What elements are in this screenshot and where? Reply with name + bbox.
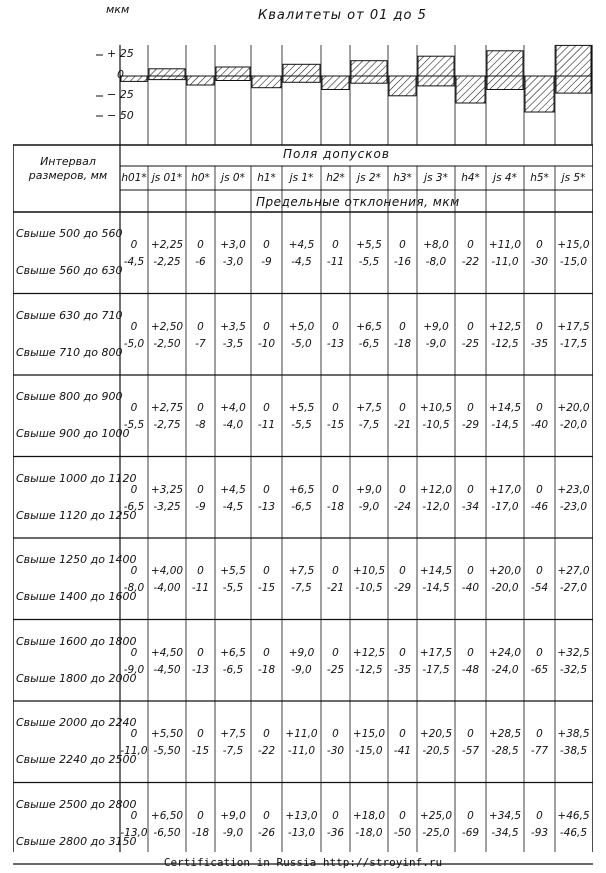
upper-deviation: 0 [197,809,204,822]
upper-deviation: +9,0 [356,483,382,496]
upper-deviation: 0 [263,565,270,577]
lower-deviation: -5,5 [123,419,145,431]
lower-deviation: -25 [461,337,480,350]
upper-deviation: 0 [399,483,406,496]
lower-deviation: -11,0 [287,745,316,757]
upper-deviation: 0 [130,320,138,333]
upper-deviation: 0 [399,646,406,659]
upper-deviation: +15,0 [557,239,590,251]
lower-deviation: -54 [530,582,549,594]
lower-deviation: -35 [393,663,412,676]
lower-deviation: -15,0 [355,745,383,757]
lower-deviation: -13,0 [120,826,148,839]
y-tick-label: − 50 [107,109,134,122]
field-header: h2* [326,172,345,184]
lower-deviation: -38,5 [559,745,588,757]
upper-deviation: +20,0 [488,565,522,577]
upper-deviation: +15,0 [352,728,386,740]
tolerance-field-bar [525,76,554,112]
upper-deviation: 0 [467,728,474,740]
field-header: js 1* [289,172,314,184]
upper-deviation: +11,0 [285,728,318,740]
upper-deviation: +9,0 [220,809,246,822]
upper-deviation: +4,50 [150,646,184,659]
field-header: js 3* [424,172,448,184]
y-tick-label: − 25 [107,88,134,101]
upper-deviation: 0 [332,728,339,740]
tolerance-field-bar [252,76,281,88]
lower-deviation: -4,00 [153,582,181,594]
tolerance-field-bar [418,56,454,86]
lower-deviation: -6,5 [123,500,145,513]
field-header: h5* [530,172,549,184]
lower-deviation: -4,5 [291,256,312,268]
lower-deviation: -20,5 [422,745,450,757]
lower-deviation: -27,0 [559,582,588,594]
lower-deviation: -12,5 [491,337,519,350]
upper-deviation: 0 [467,565,474,577]
upper-deviation: 0 [536,402,543,414]
upper-deviation: 0 [197,483,204,496]
upper-deviation: 0 [467,809,474,822]
tolerance-field-bar [187,76,214,85]
upper-deviation: 0 [130,646,138,659]
upper-deviation: 0 [130,565,138,577]
range-label: Свыше 2000 до 2240 [16,716,137,729]
lower-deviation: -5,0 [291,337,312,350]
unit-label: мкм [106,3,130,16]
upper-deviation: +14,5 [488,402,522,414]
lower-deviation: -12,5 [355,663,383,676]
range-label: Свыше 1000 до 1120 [16,471,137,485]
upper-deviation: +5,5 [356,239,382,251]
upper-deviation: 0 [399,809,406,822]
upper-deviation: 0 [130,402,138,414]
upper-deviation: +9,0 [288,646,315,659]
tolerance-field-bar [216,67,250,81]
upper-deviation: +32,5 [557,646,590,659]
interval-header: Интервал размеров, мм [28,155,108,182]
lower-deviation: -9,0 [222,826,244,839]
lower-deviation: -28,5 [491,745,519,757]
upper-deviation: +25,0 [419,809,453,822]
lower-deviation: -14,5 [422,582,450,594]
lower-deviation: -16 [393,256,412,268]
lower-deviation: -17,5 [422,663,450,676]
lower-deviation: -17,5 [559,337,588,350]
lower-deviation: -40 [461,582,480,594]
upper-deviation: 0 [197,320,204,333]
lower-deviation: -11 [191,582,210,594]
tolerance-field-bar [121,76,147,81]
lower-deviation: -15 [191,745,210,757]
y-tick-label: + 25 [107,47,134,60]
range-label: Свыше 710 до 800 [16,345,123,359]
lower-deviation: -9 [195,500,206,513]
upper-deviation: 0 [467,239,474,251]
lower-deviation: -21 [326,582,345,594]
upper-deviation: +6,50 [150,809,184,822]
upper-deviation: +38,5 [557,728,590,740]
lower-deviation: -15,0 [559,256,588,268]
lower-deviation: -21 [393,419,412,431]
upper-deviation: +12,5 [352,646,386,659]
lower-deviation: -13 [326,337,345,350]
page-frame [13,0,593,873]
upper-deviation: 0 [536,565,543,577]
lower-deviation: -25 [326,663,345,676]
upper-deviation: 0 [197,728,204,740]
lower-deviation: -34,5 [491,826,519,839]
lower-deviation: -5,5 [222,582,244,594]
fields-header: Поля допусков [283,147,390,161]
range-label: Свыше 1120 до 1250 [16,508,137,522]
upper-deviation: +17,5 [419,646,453,659]
tolerance-field-bar [389,76,416,96]
upper-deviation: 0 [197,646,204,659]
upper-deviation: +9,0 [423,320,449,333]
lower-deviation: -18 [326,500,345,513]
upper-deviation: 0 [263,239,270,251]
lower-deviation: -2,75 [153,419,181,431]
lower-deviation: -24 [393,500,412,513]
upper-deviation: 0 [263,809,270,822]
upper-deviation: +10,5 [419,402,453,414]
footer-text: Certification in Russia http://stroyinf.ru [163,856,443,869]
lower-deviation: -3,5 [222,337,244,350]
deviations-header: Предельные отклонения, мкм [256,195,460,209]
upper-deviation: 0 [332,809,339,822]
upper-deviation: 0 [399,239,406,251]
lower-deviation: -5,0 [123,337,145,350]
lower-deviation: -18,0 [355,826,383,839]
upper-deviation: 0 [399,320,406,333]
upper-deviation: +5,5 [220,565,246,577]
lower-deviation: -6,5 [222,663,244,676]
lower-deviation: -22 [461,256,480,268]
upper-deviation: 0 [467,402,474,414]
upper-deviation: +12,5 [488,320,522,333]
upper-deviation: +2,75 [150,402,184,414]
upper-deviation: +3,0 [220,239,246,251]
lower-deviation: -12,0 [422,500,450,513]
lower-deviation: -14,5 [491,419,519,431]
tolerance-field-bar [322,76,349,90]
lower-deviation: -15 [326,419,345,431]
upper-deviation: 0 [263,728,270,740]
lower-deviation: -8,0 [425,256,447,268]
upper-deviation: +6,5 [220,646,246,659]
field-header: js 0* [221,172,245,184]
lower-deviation: -13 [257,500,276,513]
lower-deviation: -35 [530,337,549,350]
upper-deviation: 0 [263,402,270,414]
upper-deviation: +4,00 [150,565,184,577]
upper-deviation: +12,0 [419,483,453,496]
upper-deviation: +20,0 [557,402,590,414]
field-header: h01* [121,172,147,184]
lower-deviation: -4,5 [123,256,145,268]
lower-deviation: -4,5 [222,500,244,513]
lower-deviation: -8,0 [123,582,145,594]
lower-deviation: -9,0 [358,500,380,513]
lower-deviation: -30 [530,256,549,268]
lower-deviation: -20,0 [491,582,519,594]
upper-deviation: 0 [399,565,406,577]
field-header: h0* [191,172,210,184]
lower-deviation: -93 [530,826,549,839]
upper-deviation: +7,5 [220,728,246,740]
lower-deviation: -2,50 [153,337,181,350]
upper-deviation: +7,5 [288,565,315,577]
tolerance-field-bar [487,51,523,90]
lower-deviation: -26 [257,826,276,839]
upper-deviation: 0 [536,809,543,822]
upper-deviation: 0 [536,646,543,659]
lower-deviation: -5,50 [153,745,181,757]
field-header: h3* [393,172,412,184]
upper-deviation: 0 [197,239,204,251]
range-label: Свыше 2240 до 2500 [16,753,137,766]
upper-deviation: +28,5 [488,728,522,740]
lower-deviation: -7 [195,337,206,350]
lower-deviation: -24,0 [491,663,519,676]
lower-deviation: -7,5 [222,745,244,757]
upper-deviation: 0 [130,239,138,251]
lower-deviation: -9,0 [425,337,447,350]
upper-deviation: +4,0 [220,402,246,414]
lower-deviation: -11 [257,419,276,431]
tolerance-field-bar [149,69,185,80]
lower-deviation: -11 [326,256,345,268]
upper-deviation: 0 [536,483,543,496]
upper-deviation: +6,5 [288,483,315,496]
diagram-title: Квалитеты от 01 до 5 [258,8,427,23]
field-header: h4* [461,172,480,184]
range-label: Свыше 2800 до 3150 [16,834,137,848]
upper-deviation: 0 [536,728,543,740]
upper-deviation: +7,5 [356,402,382,414]
tolerance-field-bar [556,45,591,93]
lower-deviation: -9,0 [123,663,145,676]
lower-deviation: -29 [461,419,480,431]
upper-deviation: +46,5 [557,809,590,822]
lower-deviation: -15 [257,582,276,594]
upper-deviation: +5,5 [288,402,315,414]
upper-deviation: 0 [130,728,138,740]
lower-deviation: -20,0 [559,419,588,431]
range-label: Свыше 900 до 1000 [16,427,130,440]
lower-deviation: -6,50 [153,826,181,839]
lower-deviation: -36 [326,826,345,839]
upper-deviation: 0 [467,646,474,659]
upper-deviation: +8,0 [423,239,449,251]
upper-deviation: +5,50 [150,728,184,740]
upper-deviation: 0 [332,646,339,659]
lower-deviation: -41 [393,745,412,757]
lower-deviation: -32,5 [559,663,588,676]
upper-deviation: +2,50 [150,320,184,333]
upper-deviation: +17,0 [488,483,522,496]
upper-deviation: +3,25 [150,483,184,496]
lower-deviation: -18 [393,337,412,350]
lower-deviation: -9 [261,256,272,268]
lower-deviation: -34 [461,500,480,513]
range-label: Свыше 1600 до 1800 [16,634,137,648]
lower-deviation: -69 [461,826,480,839]
lower-deviation: -4,0 [222,419,244,431]
upper-deviation: 0 [263,483,270,496]
lower-deviation: -40 [530,419,549,431]
lower-deviation: -8 [195,419,206,431]
lower-deviation: -77 [530,745,549,757]
upper-deviation: +24,0 [488,646,522,659]
upper-deviation: +27,0 [557,565,590,577]
lower-deviation: -30 [326,745,345,757]
lower-deviation: -17,0 [491,500,519,513]
upper-deviation: +4,5 [288,239,315,251]
field-header: h1* [257,172,276,184]
upper-deviation: +5,0 [288,320,315,333]
upper-deviation: 0 [263,320,270,333]
upper-deviation: 0 [467,483,474,496]
lower-deviation: -7,5 [291,582,312,594]
lower-deviation: -23,0 [559,500,588,513]
lower-deviation: -3,0 [222,256,244,268]
lower-deviation: -10,5 [355,582,383,594]
range-label: Свыше 1250 до 1400 [16,553,137,566]
lower-deviation: -22 [257,745,276,757]
lower-deviation: -50 [393,826,412,839]
range-label: Свыше 630 до 710 [16,308,123,322]
range-label: Свыше 1800 до 2000 [16,671,137,685]
lower-deviation: -6,5 [291,500,312,513]
upper-deviation: +34,5 [488,809,522,822]
y-tick-label: 0 [117,68,124,81]
upper-deviation: 0 [332,402,339,414]
lower-deviation: -13,0 [287,826,316,839]
upper-deviation: 0 [332,320,339,333]
lower-deviation: -5,5 [291,419,312,431]
field-header: js 01* [151,172,183,184]
lower-deviation: -2,25 [153,256,181,268]
range-label: Свыше 800 до 900 [16,390,123,403]
lower-deviation: -48 [461,663,480,676]
upper-deviation: +17,5 [557,320,590,333]
upper-deviation: 0 [332,239,339,251]
range-label: Свыше 500 до 560 [16,227,123,240]
upper-deviation: 0 [130,809,138,822]
upper-deviation: +18,0 [352,809,386,822]
upper-deviation: 0 [399,728,406,740]
upper-deviation: +2,25 [150,239,184,251]
upper-deviation: 0 [536,239,543,251]
lower-deviation: -10 [257,337,276,350]
tolerance-field-bar [351,61,387,83]
upper-deviation: +6,5 [356,320,382,333]
upper-deviation: +4,5 [220,483,246,496]
upper-deviation: 0 [536,320,543,333]
lower-deviation: -11,0 [120,745,148,757]
lower-deviation: -18 [191,826,210,839]
upper-deviation: 0 [332,483,339,496]
lower-deviation: -9,0 [291,663,312,676]
upper-deviation: +10,5 [352,565,386,577]
lower-deviation: -46 [530,500,549,513]
upper-deviation: 0 [197,402,204,414]
field-header: js 4* [493,172,517,184]
lower-deviation: -18 [257,663,276,676]
lower-deviation: -5,5 [358,256,380,268]
lower-deviation: -65 [530,663,549,676]
lower-deviation: -4,50 [153,663,181,676]
upper-deviation: +13,0 [285,809,318,822]
upper-deviation: 0 [197,565,204,577]
lower-deviation: -13 [191,663,210,676]
upper-deviation: +3,5 [220,320,246,333]
lower-deviation: -3,25 [153,500,181,513]
lower-deviation: -6 [195,256,206,268]
upper-deviation: +20,5 [419,728,453,740]
upper-deviation: 0 [130,483,138,496]
upper-deviation: 0 [399,402,406,414]
field-header: js 2* [357,172,381,184]
range-label: Свыше 560 до 630 [16,264,123,277]
tolerance-field-bar [283,64,320,82]
lower-deviation: -7,5 [358,419,380,431]
lower-deviation: -10,5 [422,419,450,431]
lower-deviation: -29 [393,582,412,594]
lower-deviation: -57 [461,745,480,757]
lower-deviation: -11,0 [491,256,519,268]
lower-deviation: -6,5 [358,337,380,350]
tolerance-field-bar [456,76,485,103]
upper-deviation: +23,0 [557,483,590,496]
field-header: js 5* [561,172,586,184]
upper-deviation: 0 [467,320,474,333]
range-label: Свыше 1400 до 1600 [16,590,137,603]
upper-deviation: +14,5 [419,565,453,577]
range-label: Свыше 2500 до 2800 [16,797,137,811]
upper-deviation: +11,0 [488,239,522,251]
lower-deviation: -46,5 [559,826,588,839]
upper-deviation: 0 [263,646,270,659]
upper-deviation: 0 [332,565,339,577]
lower-deviation: -25,0 [422,826,450,839]
